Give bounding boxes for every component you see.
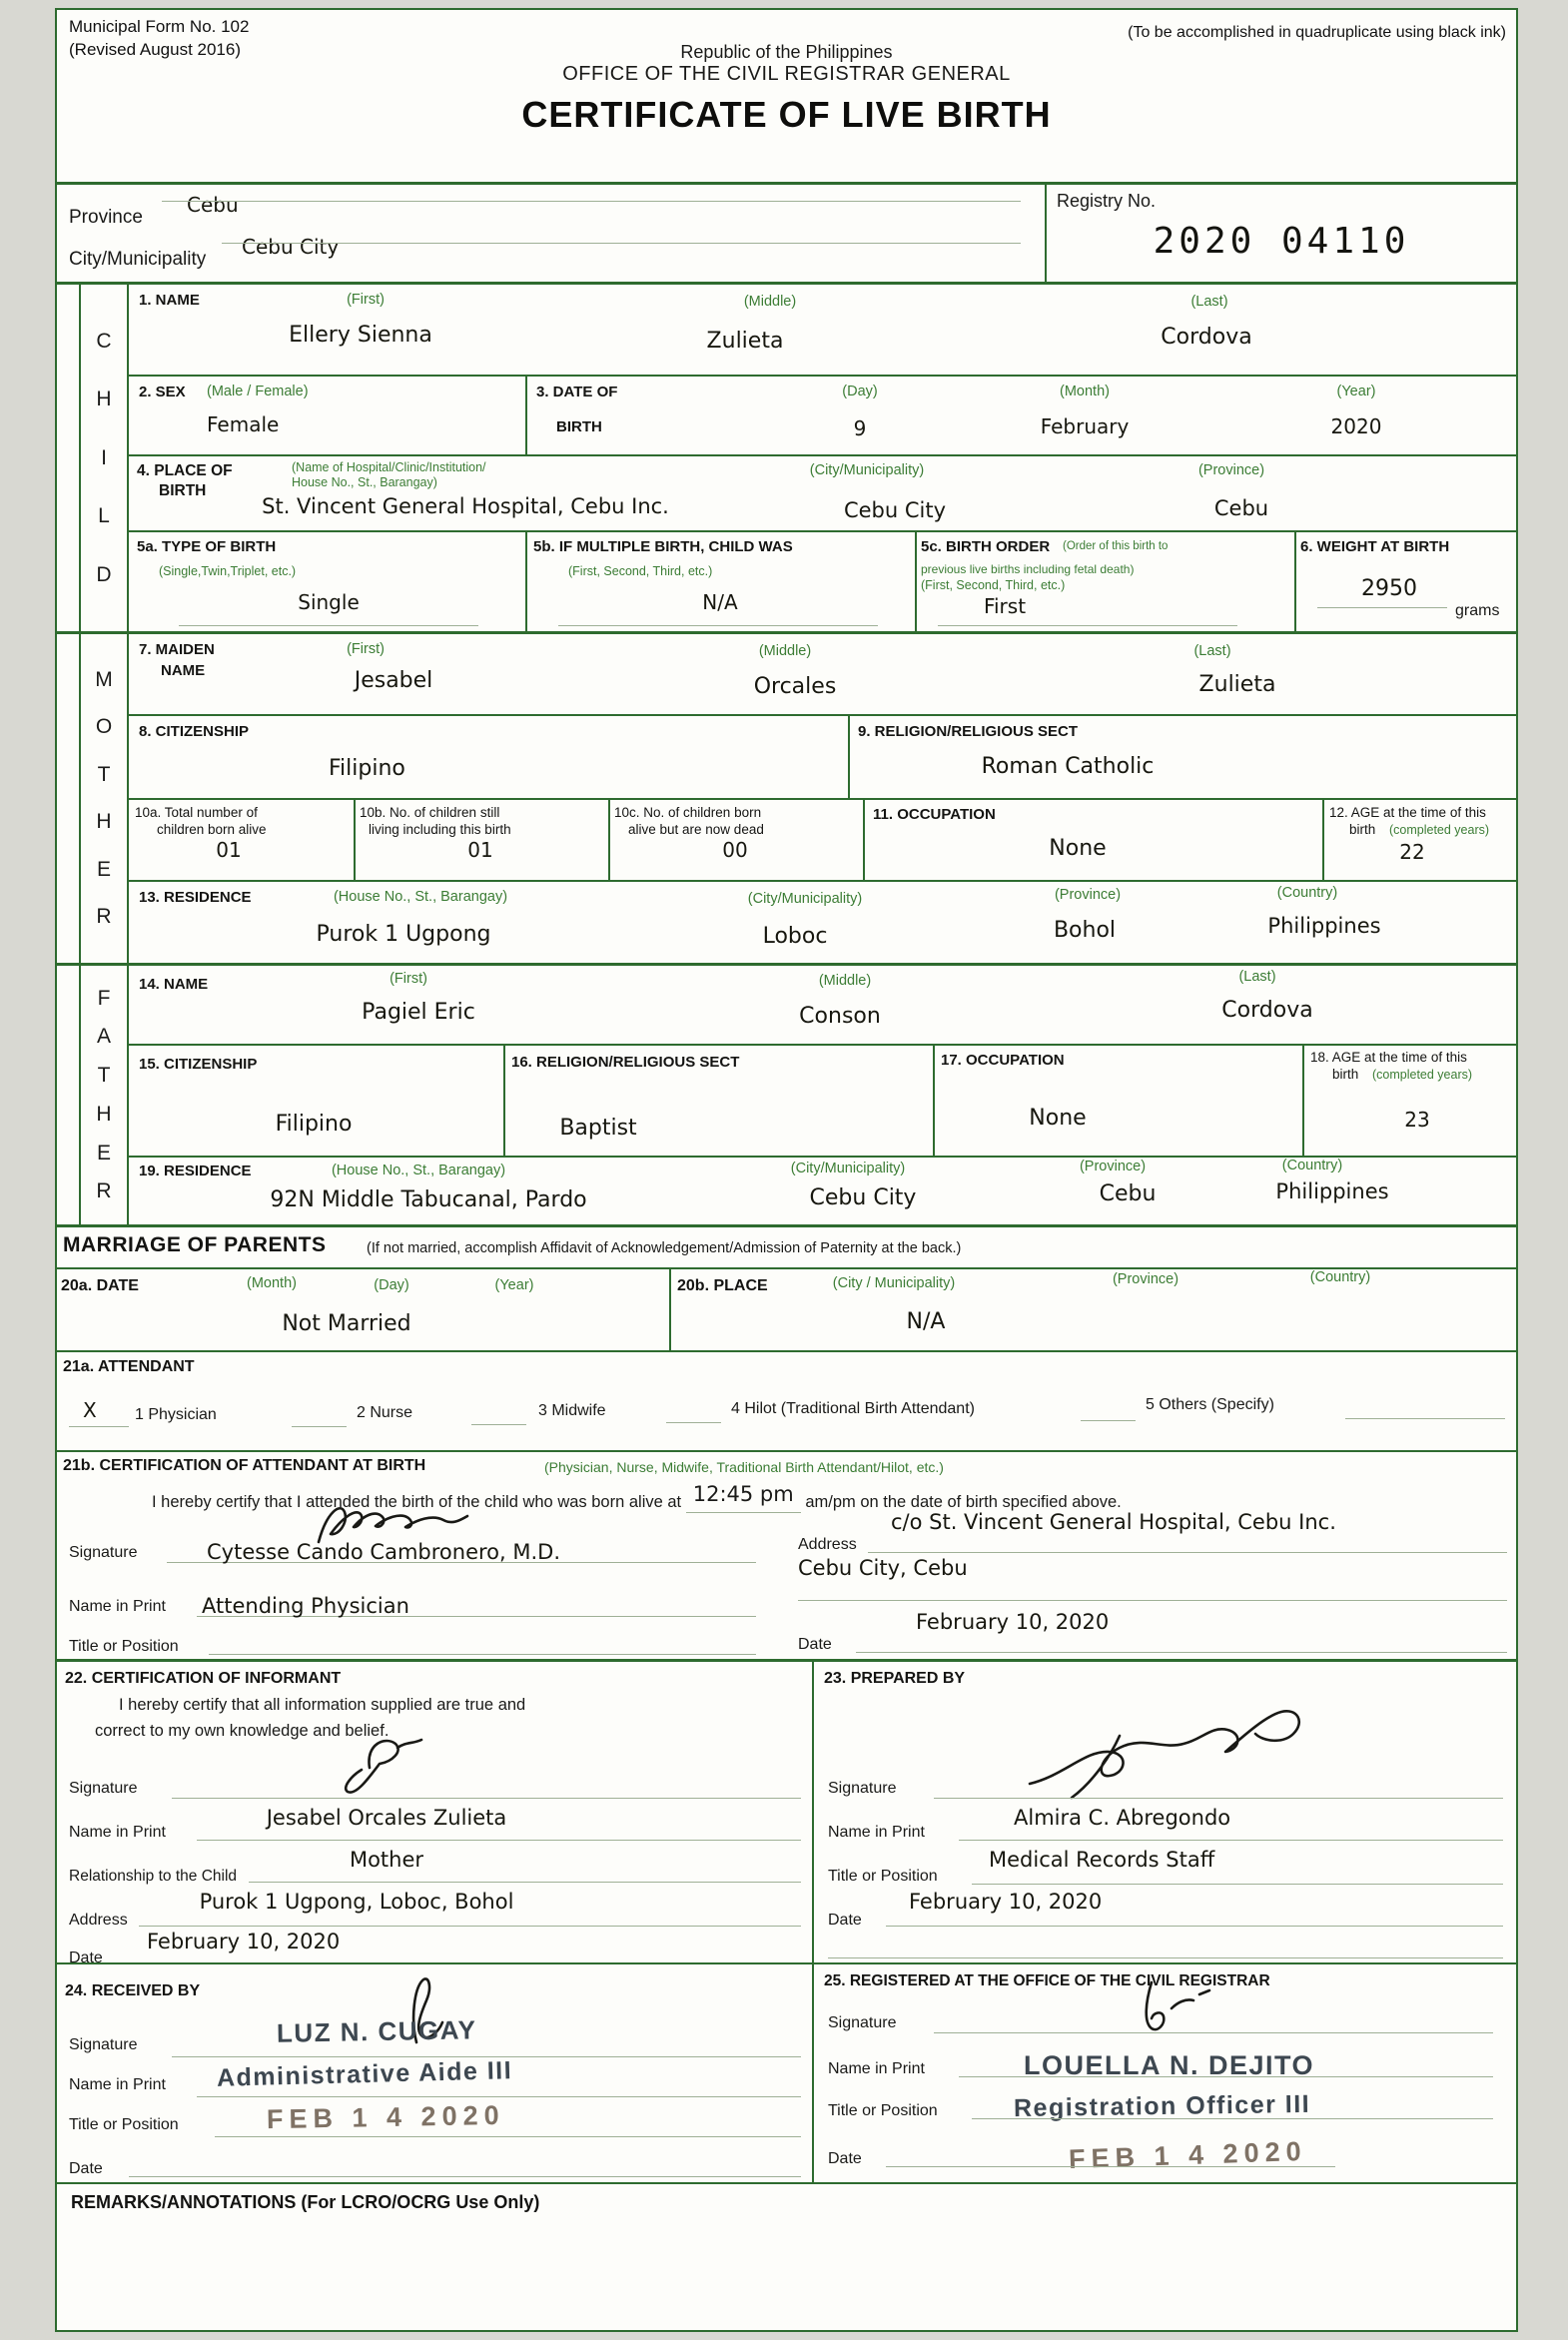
prepared-by-title-value: Medical Records Staff — [989, 1848, 1215, 1872]
certificate-form — [55, 8, 1518, 2332]
pob-city-sublabel: (City/Municipality) — [809, 462, 925, 478]
prepared-by-signature — [1014, 1688, 1343, 1800]
middle-sublabel: (Middle) — [743, 294, 797, 310]
marriage-date-label: 20a. DATE — [61, 1277, 139, 1294]
birth-order-sub2: previous live births including fetal death) — [921, 562, 1135, 576]
country-sublabel: (Country) — [1276, 885, 1338, 901]
father-citizenship-row — [129, 1046, 1516, 1158]
first-sublabel: (First) — [390, 971, 427, 987]
middle-sublabel: (Middle) — [818, 973, 872, 989]
name-in-print-label: Name in Print — [69, 1824, 166, 1841]
last-sublabel: (Last) — [1193, 643, 1231, 659]
mother-residence-row — [129, 882, 1516, 966]
marriage-place-label: 20b. PLACE — [677, 1277, 768, 1294]
received-by-date-stamp: FEB 1 4 2020 — [266, 2099, 505, 2135]
father-age-value: 23 — [1404, 1108, 1430, 1132]
mother-residence-province: Bohol — [1053, 918, 1117, 943]
child-sex-dob-row — [129, 377, 1516, 456]
title-position-label: Title or Position — [69, 1638, 179, 1655]
year-sublabel: (Year) — [1336, 384, 1376, 399]
prepared-by-name-value: Almira C. Abregondo — [1014, 1806, 1231, 1830]
province-value: Cebu — [187, 193, 239, 217]
attendant-date-value: February 10, 2020 — [916, 1610, 1110, 1634]
address-label: Address — [798, 1536, 857, 1553]
form-header — [57, 10, 1516, 185]
mother-age-value: 22 — [1399, 840, 1425, 864]
city-municipality-label: City/Municipality — [69, 249, 207, 270]
informant-statement2: correct to my own knowledge and belief. — [95, 1722, 390, 1740]
child-dob-day: 9 — [853, 416, 867, 440]
province-sublabel: (Province) — [1079, 1159, 1147, 1174]
child-dob-label2: BIRTH — [556, 418, 602, 435]
name-in-print-label: Name in Print — [69, 2076, 166, 2093]
attendant-name-value: Cytesse Cando Cambronero, M.D. — [207, 1540, 560, 1564]
house-sublabel: (House No., St., Barangay) — [333, 889, 508, 905]
informant-statement1: I hereby certify that all information supplied are true and — [119, 1696, 526, 1714]
father-residence-country: Philippines — [1275, 1179, 1389, 1203]
signature-label: Signature — [69, 1544, 138, 1561]
mother-residence-city: Loboc — [762, 924, 828, 949]
mother-citizenship-value: Filipino — [329, 756, 405, 781]
mother-occupation-label: 11. OCCUPATION — [873, 806, 996, 823]
c10a-value: 01 — [216, 838, 242, 862]
informant-address-value: Purok 1 Ugpong, Loboc, Bohol — [199, 1890, 514, 1914]
informant-signature — [312, 1734, 441, 1796]
child-pob-label1: 4. PLACE OF — [137, 462, 233, 479]
child-pob-province: Cebu — [1213, 496, 1269, 520]
father-occupation-label: 17. OCCUPATION — [941, 1052, 1065, 1069]
multiple-birth-value: N/A — [702, 590, 738, 614]
mother-residence-country: Philippines — [1267, 914, 1381, 938]
form-number-line1: Municipal Form No. 102 — [69, 17, 250, 36]
father-religion-label: 16. RELIGION/RELIGIOUS SECT — [511, 1054, 740, 1071]
mother-name-label2: NAME — [161, 662, 206, 679]
multiple-birth-label: 5b. IF MULTIPLE BIRTH, CHILD WAS — [533, 538, 793, 555]
received-by-title-stamp: Administrative Aide III — [216, 2056, 513, 2092]
attendant-option-nurse: 2 Nurse — [357, 1404, 413, 1421]
date-label: Date — [69, 2160, 103, 2177]
attendant-cert-label: 21b. CERTIFICATION OF ATTENDANT AT BIRTH — [63, 1457, 426, 1474]
marriage-section — [57, 1227, 1516, 1352]
attendant-cert-statement: I hereby certify that I attended the birth of the child who was born alive at 12:45 pm am/pm on the date of birth specified above. — [152, 1482, 1122, 1511]
registered-by-box — [814, 1964, 1516, 2182]
title-position-label: Title or Position — [828, 1868, 938, 1885]
father-residence-house: 92N Middle Tabucanal, Pardo — [270, 1187, 587, 1212]
country-sublabel: (Country) — [1281, 1158, 1343, 1173]
marriage-city-sublabel: (City / Municipality) — [832, 1275, 956, 1291]
mother-section — [57, 634, 1516, 966]
signature-label: Signature — [828, 1780, 897, 1797]
province-label: Province — [69, 207, 143, 228]
birth-order-value: First — [983, 594, 1027, 618]
father-name-label: 14. NAME — [139, 976, 209, 993]
informant-relationship-value: Mother — [349, 1848, 424, 1872]
type-of-birth-value: Single — [298, 590, 360, 614]
first-sublabel: (First) — [347, 641, 385, 657]
birth-order-sub3: (First, Second, Third, etc.) — [921, 578, 1066, 592]
date-label: Date — [798, 1636, 832, 1653]
multiple-birth-sublabel: (First, Second, Third, etc.) — [568, 564, 713, 578]
province-sublabel: (Province) — [1054, 887, 1122, 903]
quadruplicate-note: (To be accomplished in quadruplicate using black ink) — [1128, 24, 1506, 41]
name-in-print-label: Name in Print — [69, 1598, 166, 1615]
received-by-name-stamp: LUZ N. CUGAY — [276, 2014, 477, 2048]
remarks-section — [57, 2184, 1516, 2330]
received-registered-row — [57, 1964, 1516, 2184]
father-citizenship-label: 15. CITIZENSHIP — [139, 1056, 258, 1073]
c10b-label2: living including this birth — [369, 822, 511, 837]
father-citizenship-value: Filipino — [275, 1112, 353, 1137]
c10b-value: 01 — [467, 838, 493, 862]
name-in-print-label: Name in Print — [828, 1824, 925, 1841]
type-of-birth-label: 5a. TYPE OF BIRTH — [137, 538, 277, 555]
child-side-label: C H I L D — [79, 285, 129, 631]
month-sublabel: (Month) — [247, 1275, 297, 1291]
child-sex-sublabel: (Male / Female) — [207, 384, 309, 399]
father-occupation-value: None — [1029, 1106, 1087, 1131]
mother-religion-label: 9. RELIGION/RELIGIOUS SECT — [858, 723, 1079, 740]
last-sublabel: (Last) — [1238, 969, 1276, 985]
informant-prepared-row — [57, 1662, 1516, 1964]
child-middle-name: Zulieta — [706, 329, 784, 354]
registry-no-label: Registry No. — [1057, 191, 1157, 211]
c10a-label1: 10a. Total number of — [135, 805, 258, 820]
child-name-label: 1. NAME — [139, 292, 200, 309]
mother-children-row — [129, 800, 1516, 882]
father-residence-city: Cebu City — [809, 1185, 917, 1210]
pob-sublabel-line2: House No., St., Barangay) — [292, 475, 437, 489]
birth-order-sub1: (Order of this birth to — [1063, 540, 1169, 552]
weight-label: 6. WEIGHT AT BIRTH — [1300, 538, 1450, 555]
attendant-section — [57, 1352, 1516, 1452]
mother-residence-label: 13. RESIDENCE — [139, 889, 252, 906]
republic-line: Republic of the Philippines — [680, 42, 893, 62]
child-pob-hospital: St. Vincent General Hospital, Cebu Inc. — [262, 494, 669, 518]
date-label: Date — [69, 1950, 103, 1966]
child-dob-label1: 3. DATE OF — [536, 384, 618, 400]
month-sublabel: (Month) — [1060, 384, 1110, 399]
father-religion-value: Baptist — [559, 1116, 637, 1141]
pob-province-sublabel: (Province) — [1197, 462, 1265, 478]
child-sex-value: Female — [207, 412, 280, 436]
registry-no-cell — [1045, 185, 1516, 282]
prepared-by-label: 23. PREPARED BY — [824, 1670, 966, 1687]
province-sublabel: (Province) — [1112, 1271, 1179, 1287]
city-sublabel: (City/Municipality) — [790, 1161, 906, 1176]
marriage-header: MARRIAGE OF PARENTS — [63, 1233, 327, 1256]
house-sublabel: (House No., St., Barangay) — [331, 1163, 506, 1178]
attendant-title-value: Attending Physician — [202, 1594, 409, 1618]
father-age-green: (completed years) — [1372, 1068, 1473, 1082]
mother-age-label2: birth — [1349, 822, 1376, 837]
attendant-option-hilot: 4 Hilot (Traditional Birth Attendant) — [731, 1400, 975, 1417]
mother-citizenship-row — [129, 716, 1516, 800]
mother-last-name: Zulieta — [1198, 672, 1276, 697]
c10c-label2: alive but are now dead — [628, 822, 764, 837]
remarks-label: REMARKS/ANNOTATIONS (For LCRO/OCRG Use Only) — [71, 2192, 540, 2212]
mother-name-row — [129, 634, 1516, 716]
child-birthtype-row — [129, 532, 1516, 634]
c10b-label1: 10b. No. of children still — [360, 805, 500, 820]
received-by-label: 24. RECEIVED BY — [65, 1982, 201, 1999]
first-sublabel: (First) — [347, 292, 385, 308]
signature-label: Signature — [69, 2036, 138, 2053]
father-age-label2: birth — [1332, 1067, 1359, 1082]
father-name-row — [129, 966, 1516, 1046]
father-last-name: Cordova — [1221, 998, 1313, 1023]
address-label: Address — [69, 1912, 128, 1929]
registry-no-value: 2020 04110 — [1153, 221, 1410, 262]
attendant-cert-section — [57, 1452, 1516, 1662]
informant-box — [57, 1662, 814, 1966]
received-by-box — [57, 1964, 814, 2182]
registered-by-title-stamp: Registration Officer III — [1013, 2089, 1311, 2123]
mother-residence-house: Purok 1 Ugpong — [316, 922, 491, 947]
registered-by-date-stamp: FEB 1 4 2020 — [1068, 2135, 1308, 2175]
prepared-by-box — [814, 1662, 1516, 1962]
mother-occupation-value: None — [1049, 836, 1107, 861]
child-name-row — [129, 285, 1516, 377]
father-residence-row — [129, 1158, 1516, 1227]
mother-middle-name: Orcales — [753, 674, 837, 699]
attendant-address-value2: Cebu City, Cebu — [798, 1556, 968, 1580]
father-age-label1: 18. AGE at the time of this — [1310, 1050, 1467, 1065]
father-first-name: Pagiel Eric — [362, 1000, 475, 1025]
weight-value: 2950 — [1361, 576, 1417, 601]
title-position-label: Title or Position — [69, 2116, 179, 2133]
child-section — [57, 285, 1516, 634]
registered-by-name-stamp: LOUELLA N. DEJITO — [1024, 2050, 1315, 2080]
day-sublabel: (Day) — [374, 1277, 409, 1293]
child-first-name: Ellery Sienna — [289, 323, 432, 348]
child-last-name: Cordova — [1161, 325, 1252, 350]
signature-label: Signature — [828, 2014, 897, 2031]
father-side-label: F A T H E R — [79, 966, 129, 1224]
father-section — [57, 966, 1516, 1227]
attendant-mark-x: X — [83, 1398, 97, 1422]
registry-section — [57, 185, 1516, 285]
birth-time-value: 12:45 pm — [692, 1482, 794, 1506]
attendant-label: 21a. ATTENDANT — [63, 1358, 195, 1375]
marriage-date-value: Not Married — [282, 1311, 411, 1336]
mother-name-label1: 7. MAIDEN — [139, 641, 215, 658]
marriage-place-value: N/A — [906, 1309, 946, 1334]
child-dob-month: February — [1040, 414, 1130, 438]
mother-religion-value: Roman Catholic — [981, 754, 1155, 779]
father-middle-name: Conson — [799, 1004, 881, 1029]
c10c-label1: 10c. No. of children born — [614, 805, 762, 820]
father-residence-label: 19. RESIDENCE — [139, 1163, 252, 1179]
year-sublabel: (Year) — [494, 1277, 534, 1293]
c10a-label2: children born alive — [157, 822, 267, 837]
document-title: CERTIFICATE OF LIVE BIRTH — [521, 94, 1052, 135]
informant-label: 22. CERTIFICATION OF INFORMANT — [65, 1670, 342, 1687]
child-pob-city: Cebu City — [843, 498, 947, 522]
registered-by-label: 25. REGISTERED AT THE OFFICE OF THE CIVIL REGISTRAR — [824, 1972, 1270, 1989]
mother-citizenship-label: 8. CITIZENSHIP — [139, 723, 250, 740]
child-dob-year: 2020 — [1330, 414, 1382, 438]
day-sublabel: (Day) — [842, 384, 878, 399]
name-in-print-label: Name in Print — [828, 2060, 925, 2077]
type-of-birth-sublabel: (Single,Twin,Triplet, etc.) — [159, 564, 297, 578]
office-line: OFFICE OF THE CIVIL REGISTRAR GENERAL — [562, 63, 1011, 85]
title-block — [57, 42, 1516, 136]
city-sublabel: (City/Municipality) — [747, 891, 863, 907]
child-pob-row — [129, 456, 1516, 532]
child-pob-label2: BIRTH — [159, 482, 207, 499]
mother-first-name: Jesabel — [354, 668, 433, 693]
c10c-value: 00 — [722, 838, 748, 862]
signature-label: Signature — [69, 1780, 138, 1797]
marriage-header-note: (If not married, accomplish Affidavit of Acknowledgement/Admission of Paternity at the back.) — [367, 1240, 962, 1256]
birth-order-label: 5c. BIRTH ORDER — [921, 538, 1051, 555]
title-position-label: Title or Position — [828, 2102, 938, 2119]
mother-side-label: M O T H E R — [79, 634, 129, 963]
form-number-line2: (Revised August 2016) — [69, 39, 241, 59]
attendant-cert-green: (Physician, Nurse, Midwife, Traditional Birth Attendant/Hilot, etc.) — [544, 1459, 944, 1475]
prepared-by-date-value: February 10, 2020 — [909, 1890, 1103, 1914]
informant-name-value: Jesabel Orcales Zulieta — [266, 1806, 507, 1830]
weight-unit-label: grams — [1455, 602, 1500, 619]
mother-age-green: (completed years) — [1389, 823, 1490, 837]
relationship-label: Relationship to the Child — [69, 1868, 238, 1885]
child-sex-label: 2. SEX — [139, 384, 186, 400]
date-label: Date — [828, 2150, 862, 2167]
birth-time-line — [686, 1482, 801, 1513]
date-label: Date — [828, 1912, 862, 1929]
registered-by-signature — [1124, 1976, 1223, 2034]
pob-sublabel-line1: (Name of Hospital/Clinic/Institution/ — [292, 460, 486, 474]
attendant-option-others: 5 Others (Specify) — [1146, 1396, 1274, 1413]
attendant-address-value1: c/o St. Vincent General Hospital, Cebu Inc. — [891, 1510, 1336, 1534]
attendant-option-physician: 1 Physician — [135, 1406, 217, 1423]
country-sublabel: (Country) — [1309, 1269, 1371, 1285]
city-municipality-value: Cebu City — [242, 235, 340, 259]
attendant-option-midwife: 3 Midwife — [538, 1402, 606, 1419]
middle-sublabel: (Middle) — [758, 643, 812, 659]
informant-date-value: February 10, 2020 — [147, 1930, 341, 1953]
father-residence-province: Cebu — [1099, 1181, 1157, 1206]
mother-age-label1: 12. AGE at the time of this — [1329, 805, 1486, 820]
last-sublabel: (Last) — [1190, 294, 1228, 310]
